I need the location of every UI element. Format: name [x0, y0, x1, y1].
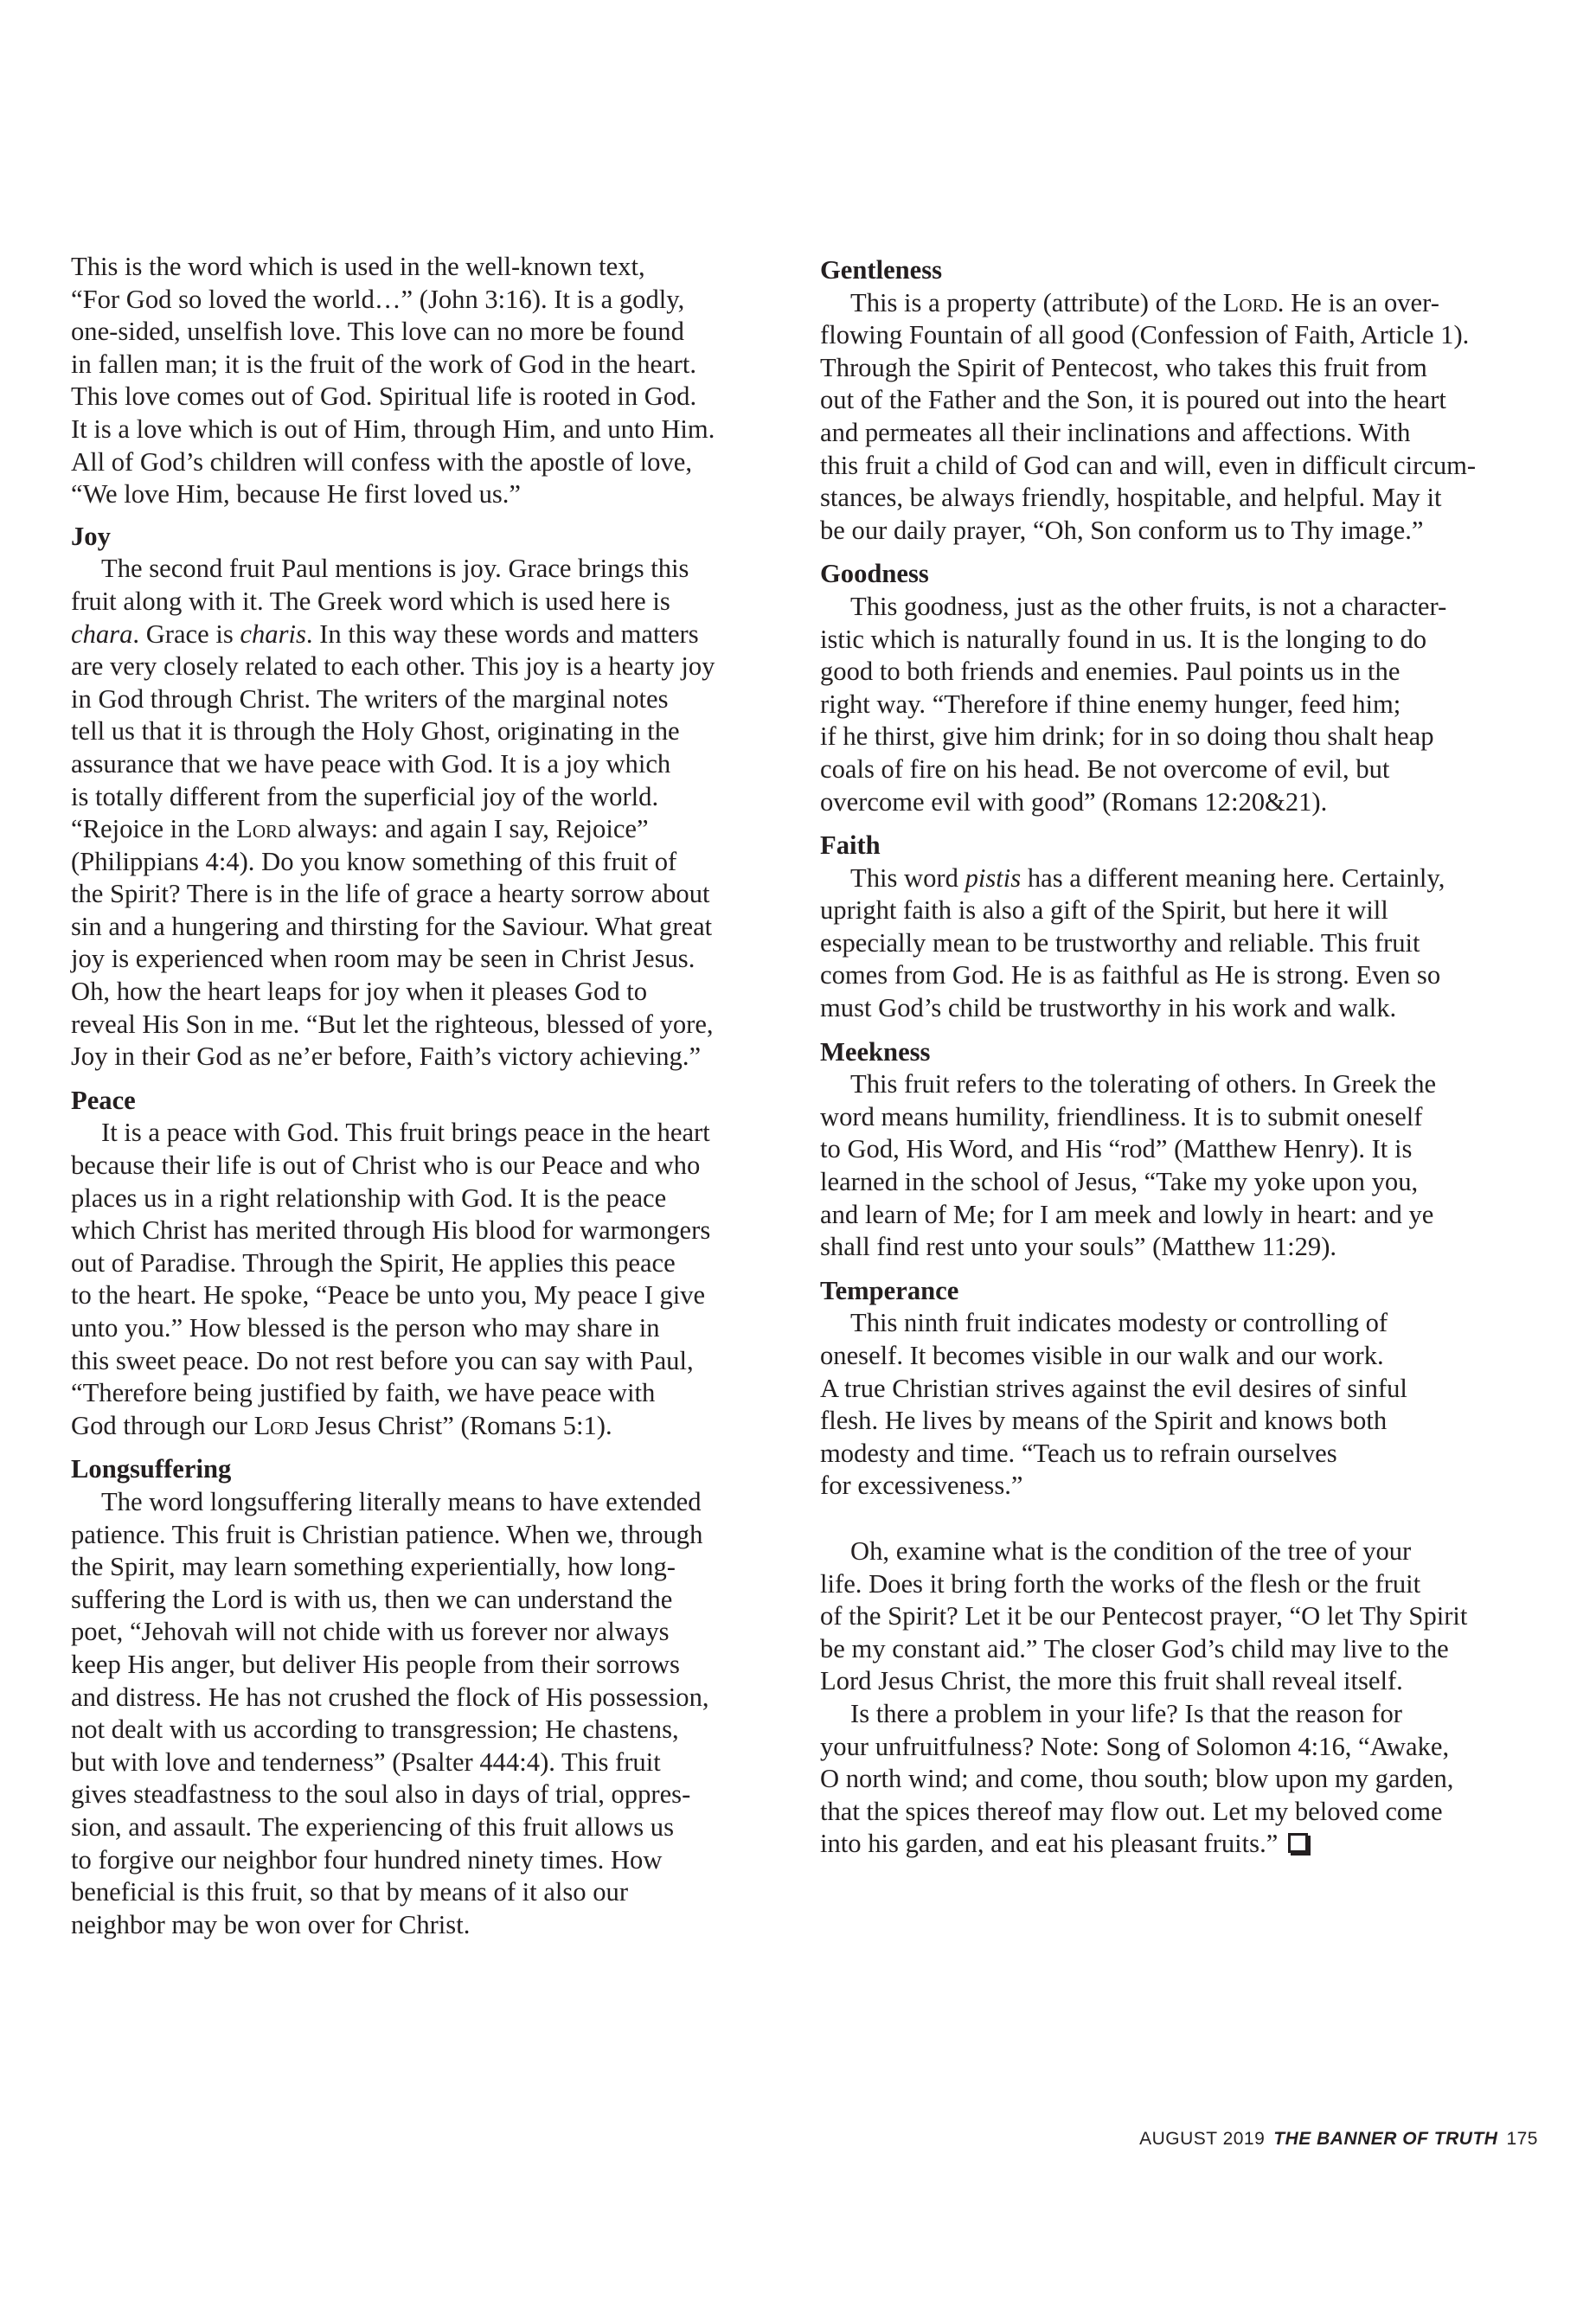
text-line: and learn of Me; for I am meek and lowly in heart: and ye [820, 1199, 1434, 1229]
text-line: The word longsuffering literally means to have extended [101, 1486, 702, 1516]
page-number: 175 [1506, 2129, 1538, 2149]
text-line: The second fruit Paul mentions is joy. Grace brings this [101, 554, 689, 584]
text-line: out of the Father and the Son, it is poured out into the heart [820, 385, 1446, 415]
text-line: is totally different from the superficial joy of the world. [71, 781, 659, 811]
text-line: This love comes out of God. Spiritual life is rooted in God. [71, 381, 697, 412]
text-line: because their life is out of Christ who is our Peace and who [71, 1150, 701, 1181]
text-line: the Spirit, may learn something experientially, how long- [71, 1552, 676, 1582]
end-of-article-square-icon [1288, 1833, 1308, 1853]
text-line: this fruit a child of God can and will, even in difficult circum- [820, 450, 1477, 480]
text-line: This goodness, just as the other fruits, is not a character- [850, 591, 1447, 621]
text-line: to the heart. He spoke, “Peace be unto you, My peace I give [71, 1280, 706, 1311]
text-line: neighbor may be won over for Christ. [71, 1909, 471, 1939]
text-line [71, 813, 796, 846]
text-line: All of God’s children will confess with the apostle of love, [71, 446, 692, 477]
small-caps-lord: Lord [1222, 287, 1278, 317]
text-line: unto you.” How blessed is the person who may share in [71, 1313, 660, 1343]
text-line: This is the word which is used in the well-known text, [71, 252, 645, 281]
text-line: (Philippians 4:4). Do you know something of this fruit of [71, 846, 677, 876]
gentleness-paragraph [820, 287, 1538, 548]
text-line: shall find rest unto your souls” (Matthew 11:29). [820, 1232, 1337, 1262]
text-line: Joy in their God as ne’er before, Faith’s victory achieving.” [71, 1042, 702, 1072]
text-line: upright faith is also a gift of the Spirit, but here it will [820, 895, 1388, 926]
longsuffering-paragraph [71, 1486, 796, 1941]
text-line: learned in the school of Jesus, “Take my yoke upon you, [820, 1167, 1419, 1197]
text-line [71, 619, 796, 651]
text-span: always: and again I say, Rejoice” [291, 814, 649, 844]
text-span: This word [850, 862, 965, 893]
text-span: into his garden, and eat his pleasant fruits.” [820, 1829, 1279, 1859]
text-line: coals of fire on his head. Be not overcome of evil, but [820, 753, 1390, 784]
text-line: O north wind; and come, thou south; blow upon my garden, [820, 1764, 1454, 1794]
text-line: for excessiveness.” [820, 1471, 1023, 1501]
text-line: good to both friends and enemies. Paul points us in the [820, 657, 1401, 687]
text-line: this sweet peace. Do not rest before you can say with Paul, [71, 1345, 694, 1375]
text-line: Through the Spirit of Pentecost, who takes this fruit from [820, 352, 1427, 382]
magazine-title: THE BANNER OF TRUTH [1273, 2129, 1498, 2149]
meekness-paragraph [820, 1068, 1538, 1264]
page-footer [1139, 2129, 1538, 2150]
text-line: This ninth fruit indicates modesty or controlling of [850, 1308, 1388, 1338]
section-heading-peace: Peace [71, 1085, 136, 1115]
text-line: places us in a right relationship with God. It is the peace [71, 1183, 667, 1213]
italic-term: chara [71, 619, 133, 649]
text-line: Oh, examine what is the condition of the tree of your [850, 1535, 1412, 1566]
text-span: . He is an over- [1277, 287, 1439, 317]
text-line: the Spirit? There is in the life of grace a hearty sorrow about [71, 879, 710, 909]
text-line: beneficial is this fruit, so that by means of it also our [71, 1877, 629, 1907]
peace-paragraph [71, 1117, 796, 1442]
text-line: oneself. It becomes visible in our walk and our work. [820, 1341, 1384, 1370]
text-line: must God’s child be trustworthy in his work and walk. [820, 993, 1397, 1023]
text-line: of the Spirit? Let it be our Pentecost prayer, “O let Thy Spirit [820, 1601, 1468, 1631]
small-caps-lord: Lord [253, 1410, 309, 1440]
text-line: gives steadfastness to the soul also in days of trial, oppres- [71, 1779, 691, 1810]
text-line: but with love and tenderness” (Psalter 444:4). This fruit [71, 1747, 661, 1777]
text-line [820, 1828, 1538, 1861]
goodness-paragraph [820, 591, 1538, 818]
text-line: A true Christian strives against the evil desires of sinful [820, 1373, 1407, 1403]
text-line: right way. “Therefore if thine enemy hunger, feed him; [820, 689, 1401, 719]
text-line [71, 1410, 796, 1443]
italic-term: pistis [965, 862, 1022, 893]
text-line: one-sided, unselfish love. This love can no more be found [71, 317, 684, 347]
text-line: sin and a hungering and thirsting for the Saviour. What great [71, 911, 713, 941]
text-line: that the spices thereof may flow out. Let my beloved come [820, 1796, 1443, 1826]
text-line: in God through Christ. The writers of the marginal notes [71, 683, 669, 714]
text-line: your unfruitfulness? Note: Song of Solomon 4:16, “Awake, [820, 1731, 1450, 1761]
text-line: be my constant aid.” The closer God’s child may live to the [820, 1633, 1449, 1663]
text-line [820, 862, 1538, 895]
faith-paragraph [820, 862, 1538, 1025]
text-span: “Rejoice in the [71, 814, 237, 844]
text-line: suffering the Lord is with us, then we can understand the [71, 1584, 673, 1614]
right-column [820, 251, 1538, 1861]
text-line: to God, His Word, and His “rod” (Matthew Henry). It is [820, 1134, 1413, 1164]
closing-paragraph [820, 1535, 1538, 1698]
text-line: poet, “Jehovah will not chide with us forever nor always [71, 1617, 670, 1647]
text-line: “We love Him, because He first loved us.” [71, 479, 522, 510]
text-line: and distress. He has not crushed the flock of His possession, [71, 1682, 709, 1712]
text-line: reveal His Son in me. “But let the righteous, blessed of yore, [71, 1009, 714, 1039]
text-line: “For God so loved the world…” (John 3:16). It is a godly, [71, 284, 685, 314]
text-span: . In this way these words and matters [305, 619, 699, 649]
text-line: not dealt with us according to transgression; He chastens, [71, 1715, 679, 1745]
italic-term: charis [240, 619, 306, 649]
text-span: God through our [71, 1410, 254, 1440]
section-heading-meekness: Meekness [820, 1036, 931, 1067]
section-heading-goodness: Goodness [820, 559, 929, 589]
section-heading-joy: Joy [71, 521, 111, 551]
issue-date: AUGUST 2019 [1139, 2129, 1266, 2149]
text-line: Lord Jesus Christ, the more this fruit shall reveal itself. [820, 1666, 1403, 1696]
text-line: flesh. He lives by means of the Spirit and knows both [820, 1406, 1388, 1436]
text-line: It is a peace with God. This fruit brings peace in the heart [101, 1118, 710, 1148]
section-heading-faith: Faith [820, 830, 881, 861]
text-line: and permeates all their inclinations and affections. With [820, 417, 1411, 447]
text-line: patience. This fruit is Christian patience. When we, through [71, 1519, 703, 1549]
text-line: life. Does it bring forth the works of the flesh or the fruit [820, 1568, 1421, 1599]
text-line: out of Paradise. Through the Spirit, He applies this peace [71, 1247, 676, 1278]
text-line: modesty and time. “Teach us to refrain ourselves [820, 1438, 1337, 1468]
love-paragraph [71, 251, 796, 511]
text-line: istic which is naturally found in us. It is the longing to do [820, 624, 1427, 654]
text-line: word means humility, friendliness. It is to submit oneself [820, 1101, 1423, 1131]
text-line: joy is experienced when room may be seen in Christ Jesus. [71, 944, 695, 974]
text-span: . Grace is [132, 619, 240, 649]
text-line: Oh, how the heart leaps for joy when it pleases God to [71, 977, 648, 1007]
section-heading-gentleness: Gentleness [820, 255, 943, 285]
text-span: This is a property (attribute) of the [850, 287, 1223, 317]
joy-paragraph [71, 553, 796, 1074]
text-line: keep His anger, but deliver His people from their sorrows [71, 1649, 680, 1679]
text-line: Is there a problem in your life? Is that the reason for [850, 1698, 1402, 1728]
text-line: This fruit refers to the tolerating of others. In Greek the [850, 1069, 1437, 1099]
text-line: are very closely related to each other. This joy is a hearty joy [71, 651, 715, 682]
text-line: in fallen man; it is the fruit of the work of God in the heart. [71, 349, 697, 379]
section-heading-longsuffering: Longsuffering [71, 1454, 232, 1484]
text-line: if he thirst, give him drink; for in so doing thou shalt heap [820, 721, 1434, 752]
text-line: assurance that we have peace with God. It is a joy which [71, 748, 671, 779]
text-line: comes from God. He is as faithful as He is strong. Even so [820, 960, 1441, 990]
text-line: be our daily prayer, “Oh, Son conform us to Thy image.” [820, 515, 1424, 545]
final-paragraph [820, 1698, 1538, 1861]
text-line: It is a love which is out of Him, through Him, and unto Him. [71, 413, 715, 444]
text-line: overcome evil with good” (Romans 12:20&21). [820, 786, 1328, 817]
section-heading-temperance: Temperance [820, 1275, 959, 1305]
text-line [820, 287, 1538, 320]
text-line: to forgive our neighbor four hundred ninety times. How [71, 1844, 663, 1875]
text-line: fruit along with it. The Greek word which is used here is [71, 586, 670, 616]
text-line: flowing Fountain of all good (Confession of Faith, Article 1). [820, 320, 1470, 350]
temperance-paragraph [820, 1307, 1538, 1503]
text-line: stances, be always friendly, hospitable, and helpful. May it [820, 483, 1442, 513]
text-line: which Christ has merited through His blood for warmongers [71, 1215, 711, 1246]
text-span: has a different meaning here. Certainly, [1021, 862, 1445, 893]
text-line: especially mean to be trustworthy and reliable. This fruit [820, 927, 1420, 958]
small-caps-lord: Lord [236, 814, 292, 844]
text-span: Jesus Christ” (Romans 5:1). [308, 1410, 612, 1440]
text-line: tell us that it is through the Holy Ghost, originating in the [71, 716, 680, 747]
left-column [71, 251, 796, 1941]
text-line: sion, and assault. The experiencing of this fruit allows us [71, 1811, 675, 1842]
text-line: “Therefore being justified by faith, we have peace with [71, 1378, 656, 1408]
